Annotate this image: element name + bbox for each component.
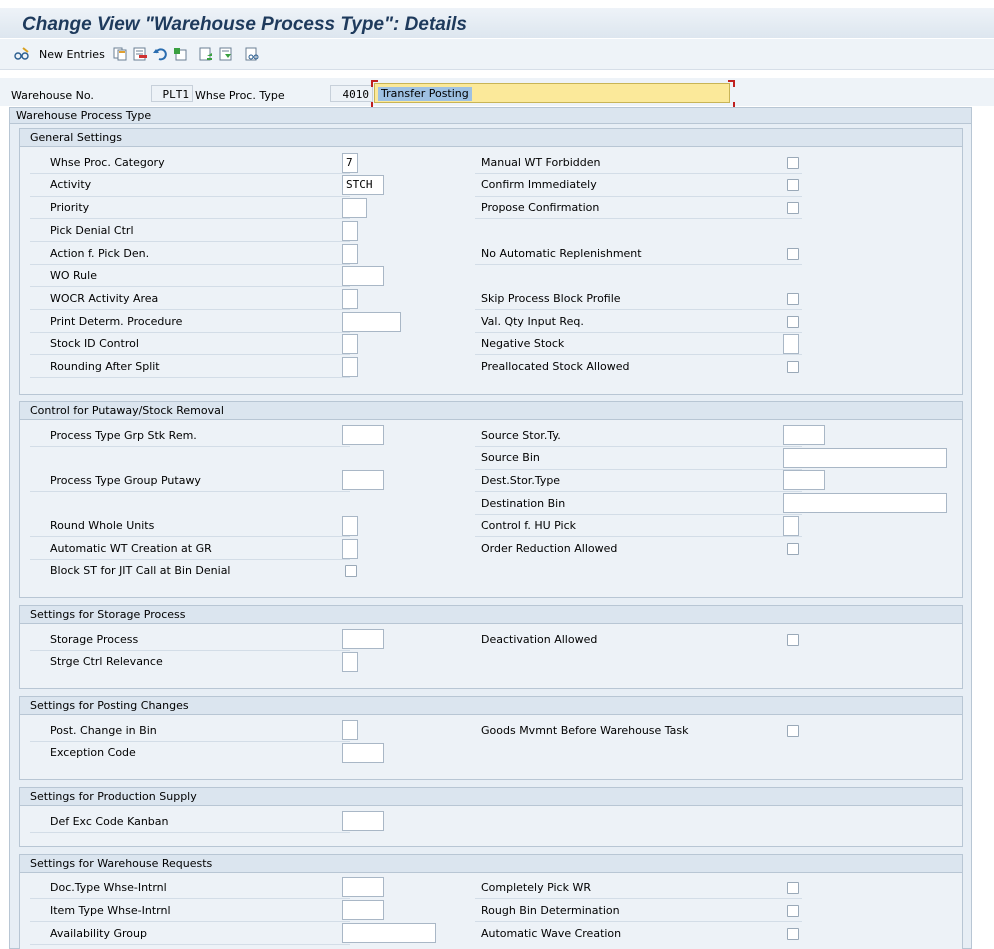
- row-separator: [475, 491, 802, 492]
- row-separator: [475, 196, 802, 197]
- round-whole-units-input[interactable]: [342, 516, 358, 536]
- row-separator: [30, 650, 350, 651]
- focus-corner: [371, 80, 378, 87]
- copy-as-button[interactable]: [113, 46, 127, 62]
- undo-button[interactable]: [153, 46, 167, 62]
- val-qty-input-req-checkbox[interactable]: [787, 316, 799, 328]
- stock-id-control-input[interactable]: [342, 334, 358, 354]
- row-separator: [475, 514, 802, 515]
- group-title: Settings for Production Supply: [20, 788, 962, 806]
- pick-denial-ctrl-input[interactable]: [342, 221, 358, 241]
- goods-mvmnt-before-task-label: Goods Mvmnt Before Warehouse Task: [481, 724, 689, 737]
- delete-rows-icon: [133, 47, 147, 61]
- source-bin-input[interactable]: [783, 448, 947, 468]
- row-separator: [30, 741, 350, 742]
- control-hu-pick-label: Control f. HU Pick: [481, 519, 577, 532]
- application-toolbar: [0, 39, 994, 70]
- whse-proc-category-input[interactable]: 7: [342, 153, 358, 173]
- undo-icon: [153, 47, 167, 61]
- automatic-wave-creation-checkbox[interactable]: [787, 928, 799, 940]
- row-separator: [30, 491, 350, 492]
- row-separator: [475, 898, 802, 899]
- item-type-whse-intrnl-input[interactable]: [342, 900, 384, 920]
- doc-type-whse-intrnl-label: Doc.Type Whse-Intrnl: [50, 881, 167, 894]
- row-separator: [30, 377, 350, 378]
- proc-type-grp-putaway-input[interactable]: [342, 470, 384, 490]
- whse-proc-category-label: Whse Proc. Category: [50, 156, 165, 169]
- wo-rule-input[interactable]: [342, 266, 384, 286]
- group-title: General Settings: [20, 129, 962, 147]
- def-exc-code-kanban-input[interactable]: [342, 811, 384, 831]
- row-separator: [30, 354, 350, 355]
- availability-group-label: Availability Group: [50, 927, 147, 940]
- row-separator: [30, 921, 350, 922]
- storage-process-label: Storage Process: [50, 633, 139, 646]
- putaway-stock-removal-group: [19, 401, 963, 598]
- destination-bin-input[interactable]: [783, 493, 947, 513]
- row-separator: [475, 332, 802, 333]
- row-separator: [475, 921, 802, 922]
- round-whole-units-label: Round Whole Units: [50, 519, 155, 532]
- row-separator: [475, 218, 802, 219]
- row-separator: [475, 173, 802, 174]
- storage-process-input[interactable]: [342, 629, 384, 649]
- proc-type-grp-stk-rem-label: Process Type Grp Stk Rem.: [50, 429, 197, 442]
- select-all-button[interactable]: [173, 46, 187, 62]
- negative-stock-label: Negative Stock: [481, 337, 565, 350]
- item-type-whse-intrnl-label: Item Type Whse-Intrnl: [50, 904, 171, 917]
- order-reduction-label: Order Reduction Allowed: [481, 542, 618, 555]
- new-entries-label: New Entries: [39, 47, 105, 61]
- title-bar: [0, 8, 994, 38]
- pick-denial-ctrl-label: Pick Denial Ctrl: [50, 224, 134, 237]
- wo-rule-label: WO Rule: [50, 269, 97, 282]
- val-qty-input-req-label: Val. Qty Input Req.: [481, 315, 584, 328]
- manual-wt-forbidden-label: Manual WT Forbidden: [481, 156, 601, 169]
- row-separator: [475, 264, 802, 265]
- row-separator: [30, 173, 350, 174]
- print-determ-label: Print Determ. Procedure: [50, 315, 183, 328]
- skip-process-block-checkbox[interactable]: [787, 293, 799, 305]
- key-header: [0, 78, 994, 106]
- block-st-jit-label: Block ST for JIT Call at Bin Denial: [50, 564, 231, 577]
- destination-bin-label: Destination Bin: [481, 497, 566, 510]
- rough-bin-determination-label: Rough Bin Determination: [481, 904, 620, 917]
- dest-stor-type-label: Dest.Stor.Type: [481, 474, 561, 487]
- row-separator: [30, 196, 350, 197]
- auto-wt-creation-gr-label: Automatic WT Creation at GR: [50, 542, 212, 555]
- frame-title: Warehouse Process Type: [10, 108, 971, 124]
- proc-type-grp-putaway-label: Process Type Group Putawy: [50, 474, 201, 487]
- row-separator: [30, 898, 350, 899]
- dest-stor-type-input[interactable]: [783, 470, 825, 490]
- warehouse-requests-group: [19, 854, 963, 949]
- propose-confirmation-label: Propose Confirmation: [481, 201, 600, 214]
- document-glasses-icon: [245, 47, 259, 61]
- document-next-icon: [219, 47, 233, 61]
- proc-type-description-field[interactable]: [374, 83, 730, 103]
- posting-changes-group: [19, 696, 963, 780]
- row-separator: [30, 446, 350, 447]
- row-separator: [30, 559, 350, 560]
- activity-input[interactable]: STCH: [342, 175, 384, 195]
- doc-type-whse-intrnl-input[interactable]: [342, 877, 384, 897]
- control-hu-pick-input[interactable]: [783, 516, 799, 536]
- row-separator: [30, 241, 350, 242]
- propose-confirmation-checkbox[interactable]: [787, 202, 799, 214]
- manual-wt-forbidden-checkbox[interactable]: [787, 157, 799, 169]
- source-stor-ty-label: Source Stor.Ty.: [481, 429, 561, 442]
- completely-pick-wr-checkbox[interactable]: [787, 882, 799, 894]
- page-title: Change View "Warehouse Process Type": Details: [22, 14, 467, 35]
- row-separator: [475, 469, 802, 470]
- row-separator: [475, 309, 802, 310]
- proc-type-field[interactable]: 4010: [330, 85, 373, 102]
- row-separator: [475, 354, 802, 355]
- next-entry-button[interactable]: [219, 46, 233, 62]
- post-change-in-bin-label: Post. Change in Bin: [50, 724, 157, 737]
- row-separator: [30, 264, 350, 265]
- glasses-edit-icon: [14, 47, 28, 61]
- warehouse-no-label: Warehouse No.: [11, 89, 94, 102]
- production-supply-group: [19, 787, 963, 847]
- preallocated-stock-label: Preallocated Stock Allowed: [481, 360, 630, 373]
- priority-label: Priority: [50, 201, 90, 214]
- group-title: Control for Putaway/Stock Removal: [20, 402, 962, 420]
- rounding-after-split-label: Rounding After Split: [50, 360, 160, 373]
- new-entries-button[interactable]: [14, 46, 105, 62]
- priority-input[interactable]: [342, 198, 367, 218]
- automatic-wave-creation-label: Automatic Wave Creation: [481, 927, 622, 940]
- source-stor-ty-input[interactable]: [783, 425, 825, 445]
- stock-id-control-label: Stock ID Control: [50, 337, 139, 350]
- general-settings-group: [19, 128, 963, 395]
- action-pick-den-label: Action f. Pick Den.: [50, 247, 150, 260]
- rounding-after-split-input[interactable]: [342, 357, 358, 377]
- row-separator: [30, 309, 350, 310]
- proc-type-label: Whse Proc. Type: [195, 89, 285, 102]
- group-title: Settings for Storage Process: [20, 606, 962, 624]
- focus-corner: [728, 80, 735, 87]
- source-bin-label: Source Bin: [481, 451, 540, 464]
- completely-pick-wr-label: Completely Pick WR: [481, 881, 591, 894]
- select-all-icon: [173, 47, 187, 61]
- row-separator: [30, 832, 350, 833]
- group-title: Settings for Posting Changes: [20, 697, 962, 715]
- def-exc-code-kanban-label: Def Exc Code Kanban: [50, 815, 169, 828]
- row-separator: [30, 332, 350, 333]
- confirm-immediately-checkbox[interactable]: [787, 179, 799, 191]
- order-reduction-checkbox[interactable]: [787, 543, 799, 555]
- preallocated-stock-checkbox[interactable]: [787, 361, 799, 373]
- no-auto-replenishment-checkbox[interactable]: [787, 248, 799, 260]
- exception-code-input[interactable]: [342, 743, 384, 763]
- wocr-activity-area-label: WOCR Activity Area: [50, 292, 159, 305]
- block-st-jit-checkbox[interactable]: [345, 565, 357, 577]
- exception-code-label: Exception Code: [50, 746, 136, 759]
- no-auto-replenishment-label: No Automatic Replenishment: [481, 247, 642, 260]
- display-button[interactable]: [245, 46, 259, 62]
- strge-ctrl-relevance-label: Strge Ctrl Relevance: [50, 655, 163, 668]
- proc-type-description: Transfer Posting: [378, 87, 472, 101]
- row-separator: [475, 536, 802, 537]
- activity-label: Activity: [50, 178, 92, 191]
- rough-bin-determination-checkbox[interactable]: [787, 905, 799, 917]
- confirm-immediately-label: Confirm Immediately: [481, 178, 597, 191]
- row-separator: [30, 286, 350, 287]
- row-separator: [30, 944, 350, 945]
- copy-icon: [113, 47, 127, 61]
- strge-ctrl-relevance-input[interactable]: [342, 652, 358, 672]
- post-change-in-bin-input[interactable]: [342, 720, 358, 740]
- delete-button[interactable]: [133, 46, 147, 62]
- action-pick-den-input[interactable]: [342, 244, 358, 264]
- row-separator: [30, 218, 350, 219]
- group-title: Settings for Warehouse Requests: [20, 855, 962, 873]
- print-determ-input[interactable]: [342, 312, 401, 332]
- deactivation-allowed-label: Deactivation Allowed: [481, 633, 598, 646]
- goods-mvmnt-before-task-checkbox[interactable]: [787, 725, 799, 737]
- proc-type-grp-stk-rem-input[interactable]: [342, 425, 384, 445]
- previous-entry-button[interactable]: [199, 46, 213, 62]
- wocr-activity-area-input[interactable]: [342, 289, 358, 309]
- availability-group-input[interactable]: [342, 923, 436, 943]
- storage-process-group: [19, 605, 963, 689]
- negative-stock-input[interactable]: [783, 334, 799, 354]
- document-previous-icon: [199, 47, 213, 61]
- warehouse-no-field[interactable]: PLT1: [151, 85, 193, 102]
- auto-wt-creation-gr-input[interactable]: [342, 539, 358, 559]
- deactivation-allowed-checkbox[interactable]: [787, 634, 799, 646]
- row-separator: [30, 536, 350, 537]
- row-separator: [475, 446, 802, 447]
- skip-process-block-label: Skip Process Block Profile: [481, 292, 621, 305]
